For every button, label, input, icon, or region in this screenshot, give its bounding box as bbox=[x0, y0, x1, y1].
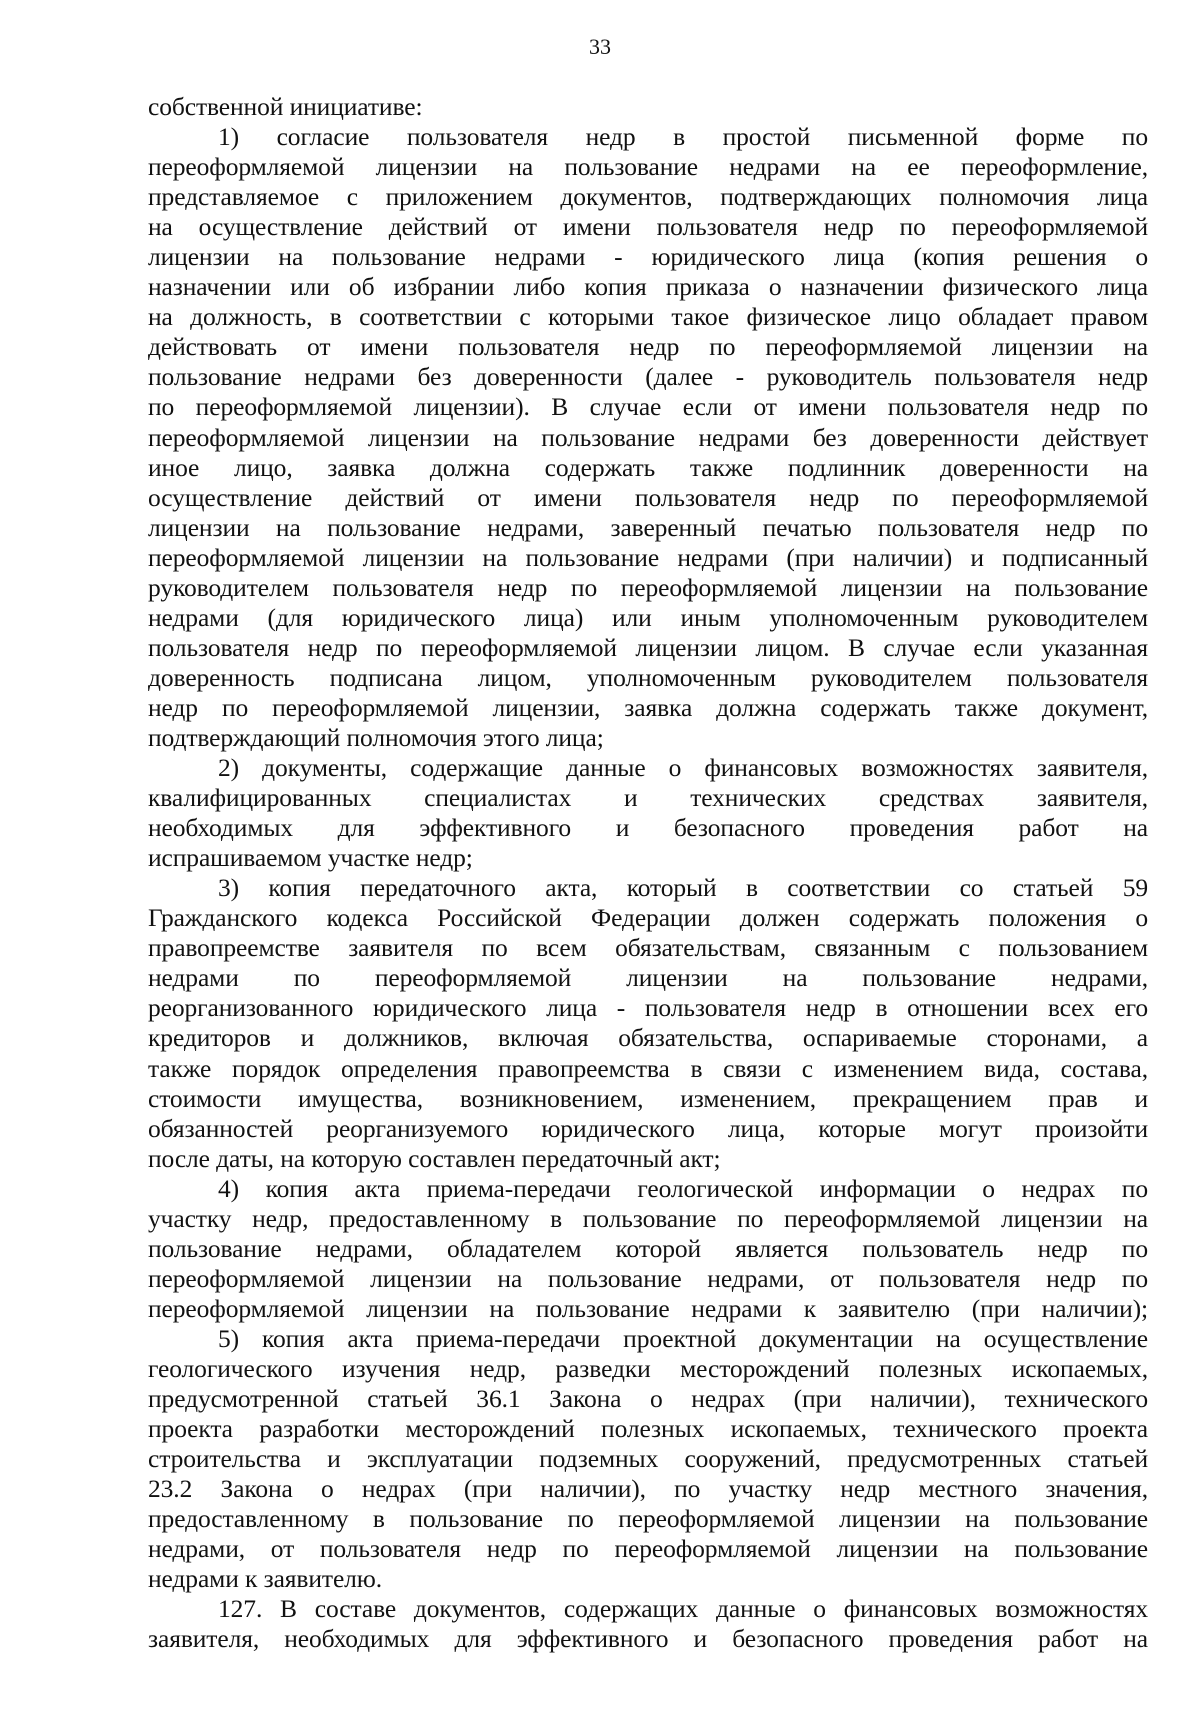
text-line: назначении или об избрании либо копия приказа о назначении физического лица bbox=[148, 272, 1148, 302]
text-line: переоформляемой лицензии на пользование недрами к заявителю (при наличии); bbox=[148, 1293, 1148, 1323]
text-line: кредиторов и должников, включая обязательства, оспариваемые сторонами, а bbox=[148, 1023, 1148, 1053]
text-line: 4) копия акта приема-передачи геологической информации о недрах по bbox=[218, 1173, 1148, 1203]
text-line: испрашиваемом участке недр; bbox=[148, 843, 473, 873]
text-line: предусмотренной статьей 36.1 Закона о недрах (при наличии), технического bbox=[148, 1384, 1148, 1414]
text-line: 127. В составе документов, содержащих данные о финансовых возможностях bbox=[218, 1594, 1148, 1624]
body-text bbox=[148, 92, 1148, 1654]
text-line: недр по переоформляемой лицензии, заявка должна содержать также документ, bbox=[148, 692, 1148, 722]
text-line: участку недр, предоставленному в пользование по переоформляемой лицензии на bbox=[148, 1203, 1148, 1233]
text-line: Гражданского кодекса Российской Федерации должен содержать положения о bbox=[148, 903, 1148, 933]
text-line: пользование недрами без доверенности (далее - руководитель пользователя недр bbox=[148, 362, 1148, 392]
text-line: стоимости имущества, возникновением, изменением, прекращением прав и bbox=[148, 1083, 1148, 1113]
text-line: иное лицо, заявка должна содержать также подлинник доверенности на bbox=[148, 452, 1148, 482]
text-line: квалифицированных специалистах и технических средствах заявителя, bbox=[148, 783, 1148, 813]
text-line: 5) копия акта приема-передачи проектной документации на осуществление bbox=[218, 1323, 1148, 1353]
text-line: строительства и эксплуатации подземных сооружений, предусмотренных статьей bbox=[148, 1444, 1148, 1474]
text-line: на должность, в соответствии с которыми такое физическое лицо обладает правом bbox=[148, 302, 1148, 332]
text-line: пользование недрами, обладателем которой является пользователь недр по bbox=[148, 1233, 1148, 1263]
text-line: лицензии на пользование недрами - юридического лица (копия решения о bbox=[148, 242, 1148, 272]
text-line: осуществление действий от имени пользователя недр по переоформляемой bbox=[148, 482, 1148, 512]
text-line: недрами к заявителю. bbox=[148, 1564, 383, 1594]
text-line: проекта разработки месторождений полезных ископаемых, технического проекта bbox=[148, 1414, 1148, 1444]
text-line: 3) копия передаточного акта, который в соответствии со статьей 59 bbox=[218, 873, 1148, 903]
text-line: на осуществление действий от имени пользователя недр по переоформляемой bbox=[148, 212, 1148, 242]
text-line: также порядок определения правопреемства в связи с изменением вида, состава, bbox=[148, 1053, 1148, 1083]
text-line: заявителя, необходимых для эффективного и безопасного проведения работ на bbox=[148, 1624, 1148, 1654]
text-line: переоформляемой лицензии на пользование недрами без доверенности действует bbox=[148, 422, 1148, 452]
text-line: переоформляемой лицензии на пользование недрами (при наличии) и подписанный bbox=[148, 542, 1148, 572]
text-line: необходимых для эффективного и безопасного проведения работ на bbox=[148, 813, 1148, 843]
text-line: геологического изучения недр, разведки месторождений полезных ископаемых, bbox=[148, 1353, 1148, 1383]
text-line: предоставленному в пользование по переоформляемой лицензии на пользование bbox=[148, 1504, 1148, 1534]
text-line: по переоформляемой лицензии). В случае если от имени пользователя недр по bbox=[148, 392, 1148, 422]
text-line: действовать от имени пользователя недр по переоформляемой лицензии на bbox=[148, 332, 1148, 362]
text-line: переоформляемой лицензии на пользование недрами, от пользователя недр по bbox=[148, 1263, 1148, 1293]
text-line: 23.2 Закона о недрах (при наличии), по участку недр местного значения, bbox=[148, 1474, 1148, 1504]
text-line: 1) согласие пользователя недр в простой письменной форме по bbox=[218, 122, 1148, 152]
text-line: недрами (для юридического лица) или иным уполномоченным руководителем bbox=[148, 602, 1148, 632]
text-line: собственной инициативе: bbox=[148, 92, 423, 121]
text-line: переоформляемой лицензии на пользование недрами на ее переоформление, bbox=[148, 152, 1148, 182]
page-number: 33 bbox=[589, 34, 611, 59]
text-line: руководителем пользователя недр по переоформляемой лицензии на пользование bbox=[148, 572, 1148, 602]
text-line: 2) документы, содержащие данные о финансовых возможностях заявителя, bbox=[218, 753, 1148, 783]
text-line: после даты, на которую составлен передаточный акт; bbox=[148, 1143, 721, 1173]
text-line: подтверждающий полномочия этого лица; bbox=[148, 722, 604, 752]
text-line: недрами, от пользователя недр по переоформляемой лицензии на пользование bbox=[148, 1534, 1148, 1564]
text-line: реорганизованного юридического лица - пользователя недр в отношении всех его bbox=[148, 993, 1148, 1023]
text-line: правопреемстве заявителя по всем обязательствам, связанным с пользованием bbox=[148, 933, 1148, 963]
text-line: обязанностей реорганизуемого юридического лица, которые могут произойти bbox=[148, 1113, 1148, 1143]
text-line: пользователя недр по переоформляемой лицензии лицом. В случае если указанная bbox=[148, 632, 1148, 662]
text-line: лицензии на пользование недрами, заверенный печатью пользователя недр по bbox=[148, 512, 1148, 542]
text-line: недрами по переоформляемой лицензии на пользование недрами, bbox=[148, 963, 1148, 993]
text-line: доверенность подписана лицом, уполномоченным руководителем пользователя bbox=[148, 662, 1148, 692]
text-line: представляемое с приложением документов, подтверждающих полномочия лица bbox=[148, 182, 1148, 212]
